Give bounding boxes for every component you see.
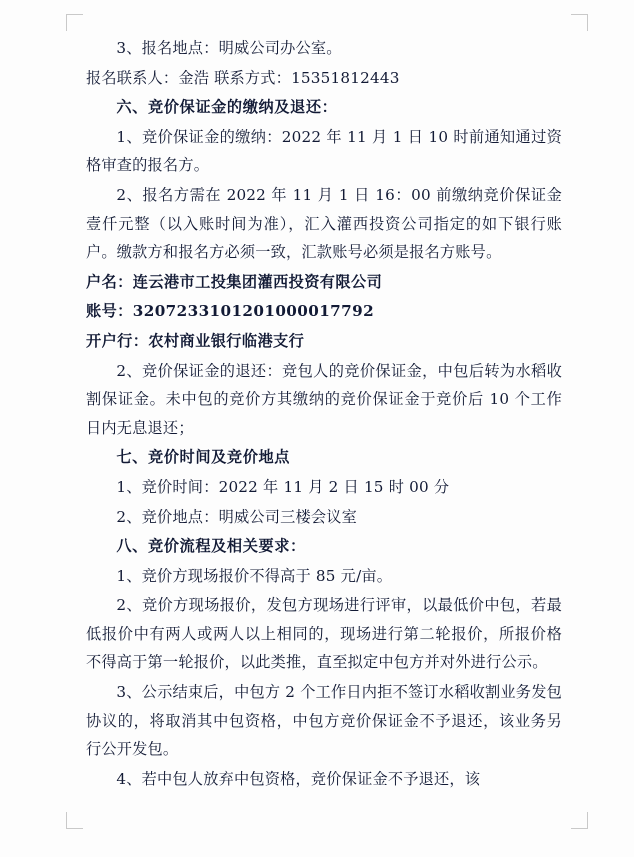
paragraph-signup-place: 3、报名地点：明威公司办公室。 <box>116 39 342 57</box>
document-body <box>86 34 562 794</box>
paragraph-bidding-rule: 2、竞价方现场报价，发包方现场进行评审，以最低价中包，若最低报价中有两人或两人以上相同的，现场进行第二轮报价，所报价格不得高于第一轮报价，以此类推，直至拟定中包方并对外进行公示。 <box>86 596 562 672</box>
heading-section-seven: 七、竞价时间及竞价地点 <box>116 448 291 467</box>
paragraph-auction-time: 1、竞价时间：2022 年 11 月 2 日 15 时 00 分 <box>116 477 450 496</box>
heading-section-eight: 八、竞价流程及相关要求： <box>116 537 306 556</box>
paragraph-deposit-payment: 1、竞价保证金的缴纳：2022 年 11 月 1 日 10 时前通知通过资格审查的报名方。 <box>86 127 562 175</box>
paragraph-price-cap: 1、竞价方现场报价不得高于 85 元/亩。 <box>116 566 393 585</box>
paragraph-auction-place: 2、竞价地点：明威公司三楼会议室 <box>116 507 358 526</box>
crop-mark-top-left <box>66 14 83 31</box>
paragraph-waive-rule: 4、若中包人放弃中包资格，竞价保证金不予退还，该 <box>116 769 481 788</box>
crop-mark-bottom-left <box>66 812 83 829</box>
paragraph-deposit-refund: 2、竞价保证金的退还：竞包人的竞价保证金，中包后转为水稻收割保证金。未中包的竞价方其缴纳的竞价保证金于竞价后 10 个工作日内无息退还； <box>86 361 562 437</box>
paragraph-publicity-rule: 3、公示结束后，中包方 2 个工作日内拒不签订水稻收割业务发包协议的，将取消其中包资格，中包方竞价保证金不予退还，该业务另行公开发包。 <box>86 683 562 759</box>
crop-mark-top-right <box>571 14 588 31</box>
paragraph-contact: 报名联系人：金浩 联系方式：15351812443 <box>86 68 400 87</box>
paragraph-deposit-detail: 2、报名方需在 2022 年 11 月 1 日 16：00 前缴纳竞价保证金壹仟元整（以入账时间为准），汇入灌西投资公司指定的如下银行账户。缴款方和报名方必须一致，汇款账号必须是报名方账号。 <box>86 185 562 262</box>
bank-account-number: 账号：3207233101201000017792 <box>86 302 375 321</box>
heading-section-six: 六、竞价保证金的缴纳及退还： <box>116 98 338 117</box>
bank-branch: 开户行：农村商业银行临港支行 <box>86 331 305 350</box>
crop-mark-bottom-right <box>571 812 588 829</box>
bank-account-name: 户名：连云港市工投集团灌西投资有限公司 <box>86 272 383 291</box>
